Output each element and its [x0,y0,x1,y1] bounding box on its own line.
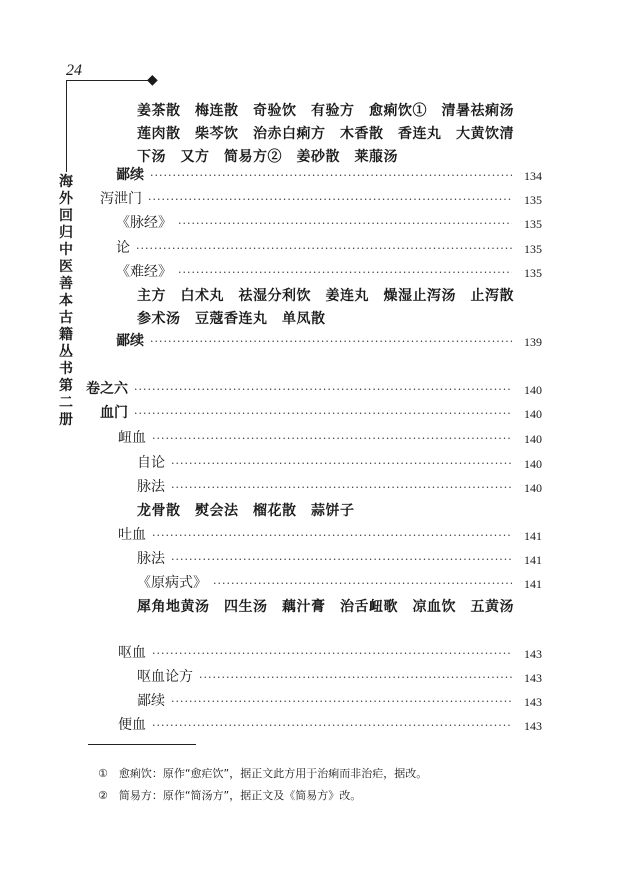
toc-entry [116,330,542,350]
toc-entry-page: 143 [524,671,542,685]
toc-entry-label: 《难经》 [116,264,172,280]
toc-entry-label: 论 [116,240,130,256]
toc-entry-label: 脉法 [137,479,165,495]
toc-entry [137,666,542,686]
toc-entry-label: 卷之六 [86,381,128,397]
leader-dots [150,334,512,350]
toc-entry-label: 血门 [100,405,128,421]
leader-dots [136,241,512,257]
leader-dots [171,456,512,472]
leader-dots [150,168,512,184]
toc-entry [137,548,542,568]
toc-entry-label: 呕血论方 [137,669,193,685]
toc-entry-label: 《脉经》 [116,215,172,231]
leader-dots [134,382,512,398]
toc-entry-page: 143 [524,695,542,709]
toc-entry-page: 141 [524,577,542,591]
formula-list: 主方 白术丸 祛湿分利饮 姜连丸 燥湿止泻汤 止泻散 参术汤 豆蔻香连丸 单凤散 [137,288,529,327]
toc-entry-page: 134 [524,169,542,183]
toc-entry-page: 143 [524,719,542,733]
header-rule [66,80,148,81]
toc-entry [137,572,542,592]
toc-entry-label: 鄙续 [116,167,144,183]
toc-entry-label: 自论 [137,455,165,471]
leader-dots [178,265,512,281]
toc-entry [118,427,542,447]
leader-dots [171,480,512,496]
toc-entry-label: 衄血 [118,430,146,446]
toc-entry-label: 吐血 [118,527,146,543]
toc-entry-label: 便血 [118,717,146,733]
toc-entry-label: 呕血 [118,645,146,661]
toc-entry-page: 135 [524,217,542,231]
leader-dots [213,576,512,592]
toc-entry-page: 141 [524,553,542,567]
leader-dots [134,406,512,422]
leader-dots [171,694,512,710]
leader-dots [199,670,512,686]
toc-entry [116,212,542,232]
toc-entry [137,452,542,472]
toc-entry-label: 《原病式》 [137,575,207,591]
formula-list: 姜茶散 梅连散 奇验饮 有验方 愈痢饮① 清暑祛痢汤 莲肉散 柴芩饮 治赤白痢方 木香散 香连丸 大黄饮清下汤 又方 简易方② 姜砂散 莱菔汤 [137,103,529,165]
toc-entry-page: 141 [524,529,542,543]
leader-dots [152,431,512,447]
side-rule [66,80,67,172]
toc-entry [116,261,542,281]
toc-entry-page: 140 [524,407,542,421]
toc-entry [116,237,542,257]
toc-entry-label: 脉法 [137,551,165,567]
diamond-ornament-icon: ◆ [147,72,158,88]
formula-list: 龙骨散 熨会法 榴花散 蒜饼子 [137,503,355,519]
leader-dots [152,528,512,544]
toc-entry [118,524,542,544]
leader-dots [152,646,512,662]
leader-dots [148,192,512,208]
toc-entry [100,188,542,208]
toc-entry [116,164,542,184]
toc-entry-page: 135 [524,242,542,256]
toc-entry-page: 140 [524,383,542,397]
series-side-title: 海外回归中医善本古籍丛书第二册 [59,174,73,428]
footnote: ① 愈痢饮：原作“愈疟饮”，据正文此方用于治痢而非治疟，据改。 [98,767,428,780]
footnote-rule [88,744,196,745]
toc-entry [118,714,542,734]
toc-entry [118,642,542,662]
toc-entry [100,402,542,422]
formula-list: 犀角地黄汤 四生汤 藕汁膏 治舌衄歌 凉血饮 五黄汤 [137,599,514,615]
leader-dots [171,552,512,568]
toc-entry-page: 139 [524,335,542,349]
page-number: 24 [66,62,82,79]
leader-dots [178,216,512,232]
toc-entry-page: 135 [524,266,542,280]
toc-entry-label: 鄙续 [116,333,144,349]
toc-entry [86,378,542,398]
toc-entry-page: 140 [524,457,542,471]
toc-entry [137,690,542,710]
toc-entry-label: 泻泄门 [100,191,142,207]
leader-dots [152,718,512,734]
toc-entry-page: 143 [524,647,542,661]
toc-entry-page: 135 [524,193,542,207]
toc-entry-page: 140 [524,432,542,446]
toc-entry-page: 140 [524,481,542,495]
toc-entry-label: 鄙续 [137,693,165,709]
toc-entry [137,476,542,496]
footnote: ② 简易方：原作“简汤方”，据正文及《简易方》改。 [98,789,362,802]
